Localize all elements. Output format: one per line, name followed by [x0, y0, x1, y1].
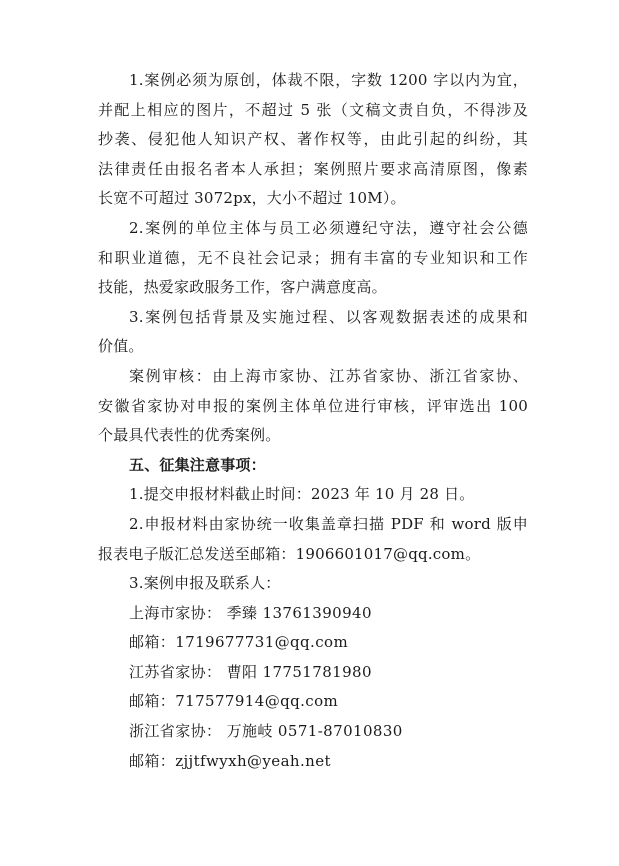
paragraph-line: 报表电子版汇总发送至邮箱：1906601017@qq.com。: [98, 544, 481, 563]
contact-email-line: 邮箱：zjjtfwyxh@yeah.net: [129, 751, 331, 770]
paragraph-line: 技能，热爱家政服务工作，客户满意度高。: [98, 278, 387, 297]
paragraph-line: 3.案例申报及联系人：: [129, 574, 281, 593]
contact-line: 上海市家协： 季臻 13761390940: [129, 603, 372, 622]
section-heading: 五、征集注意事项：: [129, 455, 266, 474]
paragraph-line: 2.申报材料由家协统一收集盖章扫描 PDF 和 word 版申: [129, 514, 528, 533]
paragraph-line: 安徽省家协对申报的案例主体单位进行审核，评审选出 100: [98, 396, 528, 415]
paragraph-line: 长宽不可超过 3072px，大小不超过 10M）。: [98, 189, 406, 208]
paragraph-line: 1.案例必须为原创，体裁不限，字数 1200 字以内为宜，: [129, 71, 528, 89]
contact-line: 江苏省家协： 曹阳 17751781980: [129, 662, 372, 681]
paragraph-line: 抄袭、侵犯他人知识产权、著作权等，由此引起的纠纷，其: [98, 130, 528, 149]
paragraph-line: 价值。: [98, 337, 144, 356]
contact-email-line: 邮箱：1719677731@qq.com: [129, 633, 349, 652]
paragraph-line: 1.提交申报材料截止时间：2023 年 10 月 28 日。: [129, 485, 475, 504]
paragraph-line: 案例审核：由上海市家协、江苏省家协、浙江省家协、: [129, 366, 528, 385]
paragraph-line: 2.案例的单位主体与员工必须遵纪守法，遵守社会公德: [129, 218, 528, 237]
paragraph-line: 并配上相应的图片，不超过 5 张（文稿文责自负，不得涉及: [98, 100, 528, 119]
paragraph-line: 和职业道德，无不良社会记录；拥有丰富的专业知识和工作: [98, 248, 528, 267]
contact-line: 浙江省家协： 万施岐 0571-87010830: [129, 722, 403, 741]
paragraph-line: 个最具代表性的优秀案例。: [98, 426, 281, 445]
paragraph-line: 法律责任由报名者本人承担；案例照片要求高清原图，像素: [98, 159, 528, 178]
document-body: [98, 66, 528, 776]
paragraph-line: 3.案例包括背景及实施过程、以客观数据表述的成果和: [129, 307, 528, 326]
contact-email-line: 邮箱：717577914@qq.com: [129, 692, 339, 711]
